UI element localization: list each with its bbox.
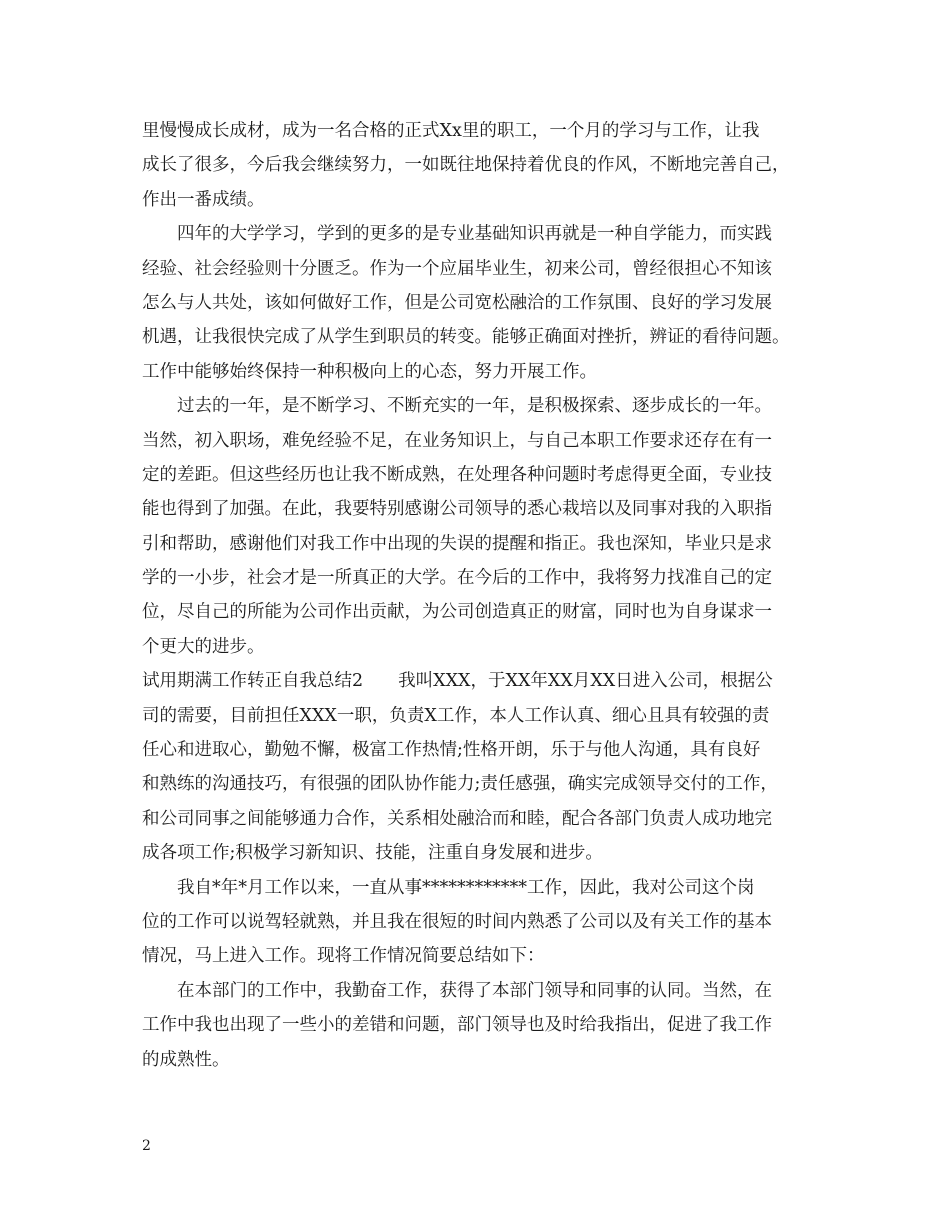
text-line: 位的工作可以说驾轻就熟，并且我在很短的时间内熟悉了公司以及有关工作的基本 <box>142 911 772 932</box>
text-line: 司的需要，目前担任XXX一职，负责X工作，本人工作认真、细心且具有较强的责 <box>142 705 770 726</box>
text-line: 的成熟性。 <box>142 1049 230 1070</box>
text-line: 和公司同事之间能够通力合作，关系相处融洽而和睦，配合各部门负责人成功地完 <box>142 808 772 829</box>
text-line: 经验、社会经验则十分匮乏。作为一个应届毕业生，初来公司，曾经很担心不知该 <box>142 258 772 279</box>
text-line: 能也得到了加强。在此，我要特别感谢公司领导的悉心栽培以及同事对我的入职指 <box>142 499 772 520</box>
text-line: 四年的大学学习，学到的更多的是专业基础知识再就是一种自学能力，而实践 <box>177 224 772 245</box>
text-line: 成各项工作;积极学习新知识、技能，注重自身发展和进步。 <box>142 843 603 864</box>
text-line: 怎么与人共处，该如何做好工作，但是公司宽松融洽的工作氛围、良好的学习发展 <box>142 292 772 313</box>
text-line: 位，尽自己的所能为公司作出贡献，为公司创造真正的财富，同时也为自身谋求一 <box>142 602 772 623</box>
text-line: 学的一小步，社会才是一所真正的大学。在今后的工作中，我将努力找准自己的定 <box>142 568 772 589</box>
text-line: 试用期满工作转正自我总结2 我叫XXX，于XX年XX月XX日进入公司，根据公 <box>142 671 773 692</box>
text-line: 任心和进取心，勤勉不懈，极富工作热情;性格开朗，乐于与他人沟通，具有良好 <box>142 740 761 761</box>
text-line: 作出一番成绩。 <box>142 189 265 210</box>
text-line: 成长了很多，今后我会继续努力，一如既往地保持着优良的作风，不断地完善自己， <box>142 155 790 176</box>
text-line: 工作中我也出现了一些小的差错和问题，部门领导也及时给我指出，促进了我工作 <box>142 1015 772 1036</box>
text-line: 定的差距。但这些经历也让我不断成熟，在处理各种问题时考虑得更全面，专业技 <box>142 464 772 485</box>
body-text <box>142 114 814 1077</box>
text-line: 引和帮助，感谢他们对我工作中出现的失误的提醒和指正。我也深知，毕业只是求 <box>142 533 772 554</box>
text-line: 情况，马上进入工作。现将工作情况简要总结如下： <box>142 946 545 967</box>
text-line: 里慢慢成长成材，成为一名合格的正式Xx里的职工，一个月的学习与工作，让我 <box>142 121 760 141</box>
text-line: 过去的一年，是不断学习、不断充实的一年，是积极探索、逐步成长的一年。 <box>177 396 772 417</box>
text-line: 个更大的进步。 <box>142 636 265 657</box>
text-line: 我自*年*月工作以来，一直从事************工作，因此，我对公司这个岗 <box>177 877 755 898</box>
text-line: 在本部门的工作中，我勤奋工作，获得了本部门领导和同事的认同。当然，在 <box>177 980 772 1001</box>
text-line: 当然，初入职场，难免经验不足，在业务知识上，与自己本职工作要求还存在有一 <box>142 430 772 451</box>
text-line: 机遇，让我很快完成了从学生到职员的转变。能够正确面对挫折，辨证的看待问题。 <box>142 327 790 348</box>
text-line: 工作中能够始终保持一种积极向上的心态，努力开展工作。 <box>142 361 597 382</box>
page-number: 2 <box>142 1138 151 1154</box>
text-line: 和熟练的沟通技巧，有很强的团队协作能力;责任感强，确实完成领导交付的工作， <box>142 774 778 795</box>
